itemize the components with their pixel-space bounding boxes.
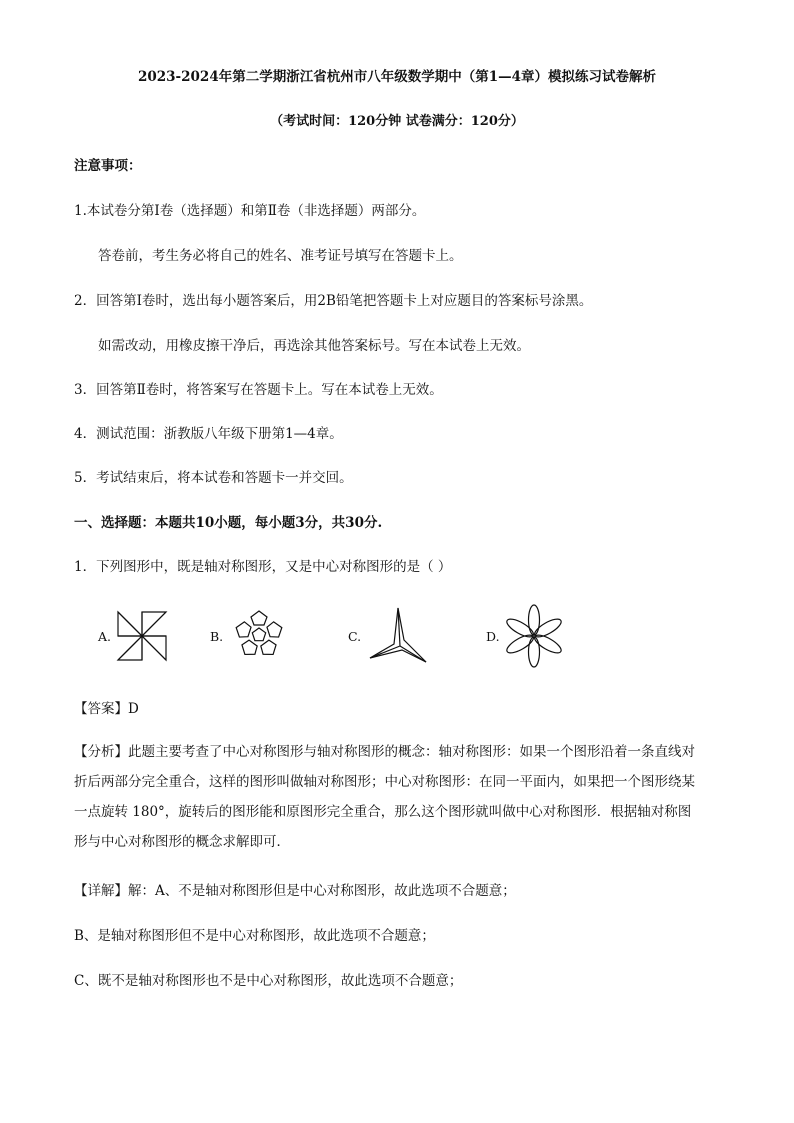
notice-heading: 注意事项： [74, 158, 142, 174]
option-d-label: D. [486, 629, 500, 644]
option-a-label: A. [98, 629, 112, 644]
option-b-label: B. [210, 629, 224, 644]
detail-line: 【详解】解：A、不是轴对称图形但是中心对称图形，故此选项不合题意； [74, 883, 516, 899]
detail-line: C、既不是轴对称图形也不是中心对称图形，故此选项不合题意； [74, 973, 463, 989]
notice-item: 2．回答第Ⅰ卷时，选出每小题答案后，用2B铅笔把答题卡上对应题目的答案标号涂黑。 [74, 293, 593, 309]
pinwheel-icon [118, 612, 166, 660]
notice-item: 1.本试卷分第Ⅰ卷（选择题）和第Ⅱ卷（非选择题）两部分。 [74, 203, 426, 219]
notice-item: 4．测试范围：浙教版八年级下册第1—4章。 [74, 426, 343, 442]
detail-line: B、是轴对称图形但不是中心对称图形，故此选项不合题意； [74, 928, 435, 944]
analysis-line: 折后两部分完全重合，这样的图形叫做轴对称图形；中心对称图形：在同一平面内，如果把一个图形绕某 [74, 774, 695, 790]
question-stem: 1．下列图形中，既是轴对称图形，又是中心对称图形的是（ ） [74, 559, 452, 575]
analysis-paragraph [74, 737, 722, 857]
notice-item: 3．回答第Ⅱ卷时，将答案写在答题卡上。写在本试卷上无效。 [74, 382, 443, 398]
option-c-label: C. [348, 629, 362, 644]
three-pointed-star-icon [368, 606, 430, 664]
section-heading: 一、选择题：本题共10小题，每小题3分，共30分. [74, 515, 383, 531]
pentagon-flower-icon [230, 606, 288, 664]
answer-line: 【答案】D [74, 701, 139, 717]
document-subtitle: （考试时间：120分钟 试卷满分：120分） [270, 114, 524, 129]
notice-item: 如需改动，用橡皮擦干净后，再选涂其他答案标号。写在本试卷上无效。 [98, 338, 530, 354]
notice-item: 5．考试结束后，将本试卷和答题卡一并交回。 [74, 470, 353, 486]
notice-item: 答卷前，考生务必将自己的姓名、准考证号填写在答题卡上。 [98, 248, 463, 264]
analysis-line: 一点旋转 180°，旋转后的图形能和原图形完全重合，那么这个图形就叫做中心对称图形．根据轴对称图 [74, 804, 692, 820]
document-title: 2023-2024年第二学期浙江省杭州市八年级数学期中（第1—4章）模拟练习试卷解析 [137, 69, 657, 85]
six-petal-flower-icon [504, 604, 564, 668]
analysis-line: 【分析】此题主要考查了中心对称图形与轴对称图形的概念：轴对称图形：如果一个图形沿着一条直线对 [74, 744, 695, 760]
analysis-line: 形与中心对称图形的概念求解即可． [74, 834, 290, 850]
